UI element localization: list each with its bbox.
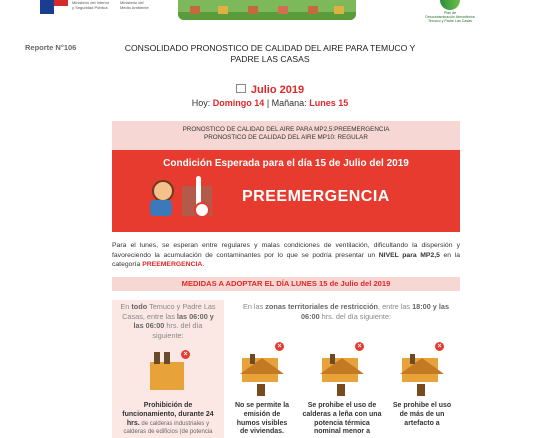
city-banner-image [178, 0, 356, 20]
measures-title: MEDIDAS A ADOPTAR EL DÍA LUNES 15 de Julio del 2019 [112, 277, 460, 291]
report-month: Julio 2019 [0, 84, 540, 96]
calendar-icon [236, 84, 246, 93]
measure-restriction-text: En las zonas territoriales de restricción, entre las 18:00 y las 06:00 hrs. del día siguiente: [242, 302, 450, 321]
measure-item-2: Se prohibe el uso de calderas a leña con una potencia térmica nominal menor a [302, 402, 382, 436]
warning-icon [194, 202, 210, 218]
condition-panel [112, 150, 460, 232]
pollution-illustration [142, 174, 222, 228]
header-bar [0, 0, 540, 22]
report-title: CONSOLIDADO PRONOSTICO DE CALIDAD DEL AIRE PARA TEMUCO Y PADRE LAS CASAS [124, 43, 416, 64]
condition-state: PREEMERGENCIA [242, 188, 390, 205]
house-smoke-icon: × [240, 344, 282, 386]
forecast-description: Para el lunes, se esperan entre regulares y malas condiciones de ventilación, dificultando la dispersión y favoreciendo la acumulación de contaminantes por lo que se podría presentar un NIVEL para MP2,5 en la categoría PREEMERGENCIA. [112, 242, 460, 268]
forecast-box [112, 121, 460, 150]
measure-item-3: Se prohibe el uso de más de un artefacto a [392, 402, 452, 427]
forecast-mp10: PRONOSTICO DE CALIDAD DEL AIRE MP10: REGULAR [204, 134, 368, 141]
report-days: Hoy: Domingo 14 | Mañana: Lunes 15 [191, 98, 349, 108]
factory-prohibition: Prohibición de funcionamiento, durante 24 hrs. de calderas industriales y calderas de edificios (de potencia [122, 402, 214, 436]
house-wood-boiler-icon: × [320, 344, 362, 386]
measure-item-1: No se permite la emisión de humos visibles de viviendas. [234, 402, 290, 436]
factory-icon: × [146, 352, 188, 394]
government-logo [40, 0, 155, 14]
report-number: Reporte N°106 [25, 43, 77, 52]
measure-all-city [112, 300, 224, 438]
forecast-mp25: PRONOSTICO DE CALIDAD DEL AIRE PARA MP2,5:PREEMERGENCIA [182, 126, 390, 133]
plan-logo: Plan de Descontaminación Atmosférica Temuco y Padre Las Casas [420, 0, 480, 22]
logo-text-medioambiente: Ministerio del Medio Ambiente [120, 0, 149, 10]
logo-text-interior: Ministerio del Interior y Seguridad Pública [72, 0, 110, 10]
leaf-icon [440, 0, 460, 10]
measure-all-city-text: En todo Temuco y Padre Las Casas, entre las las 06:00 y las 06:00 hrs. del día siguiente: [120, 302, 216, 340]
house-appliance-icon: × [400, 344, 442, 386]
measure-restriction-zones [232, 300, 460, 436]
condition-title: Condición Esperada para el día 15 de Julio del 2019 [163, 158, 409, 169]
